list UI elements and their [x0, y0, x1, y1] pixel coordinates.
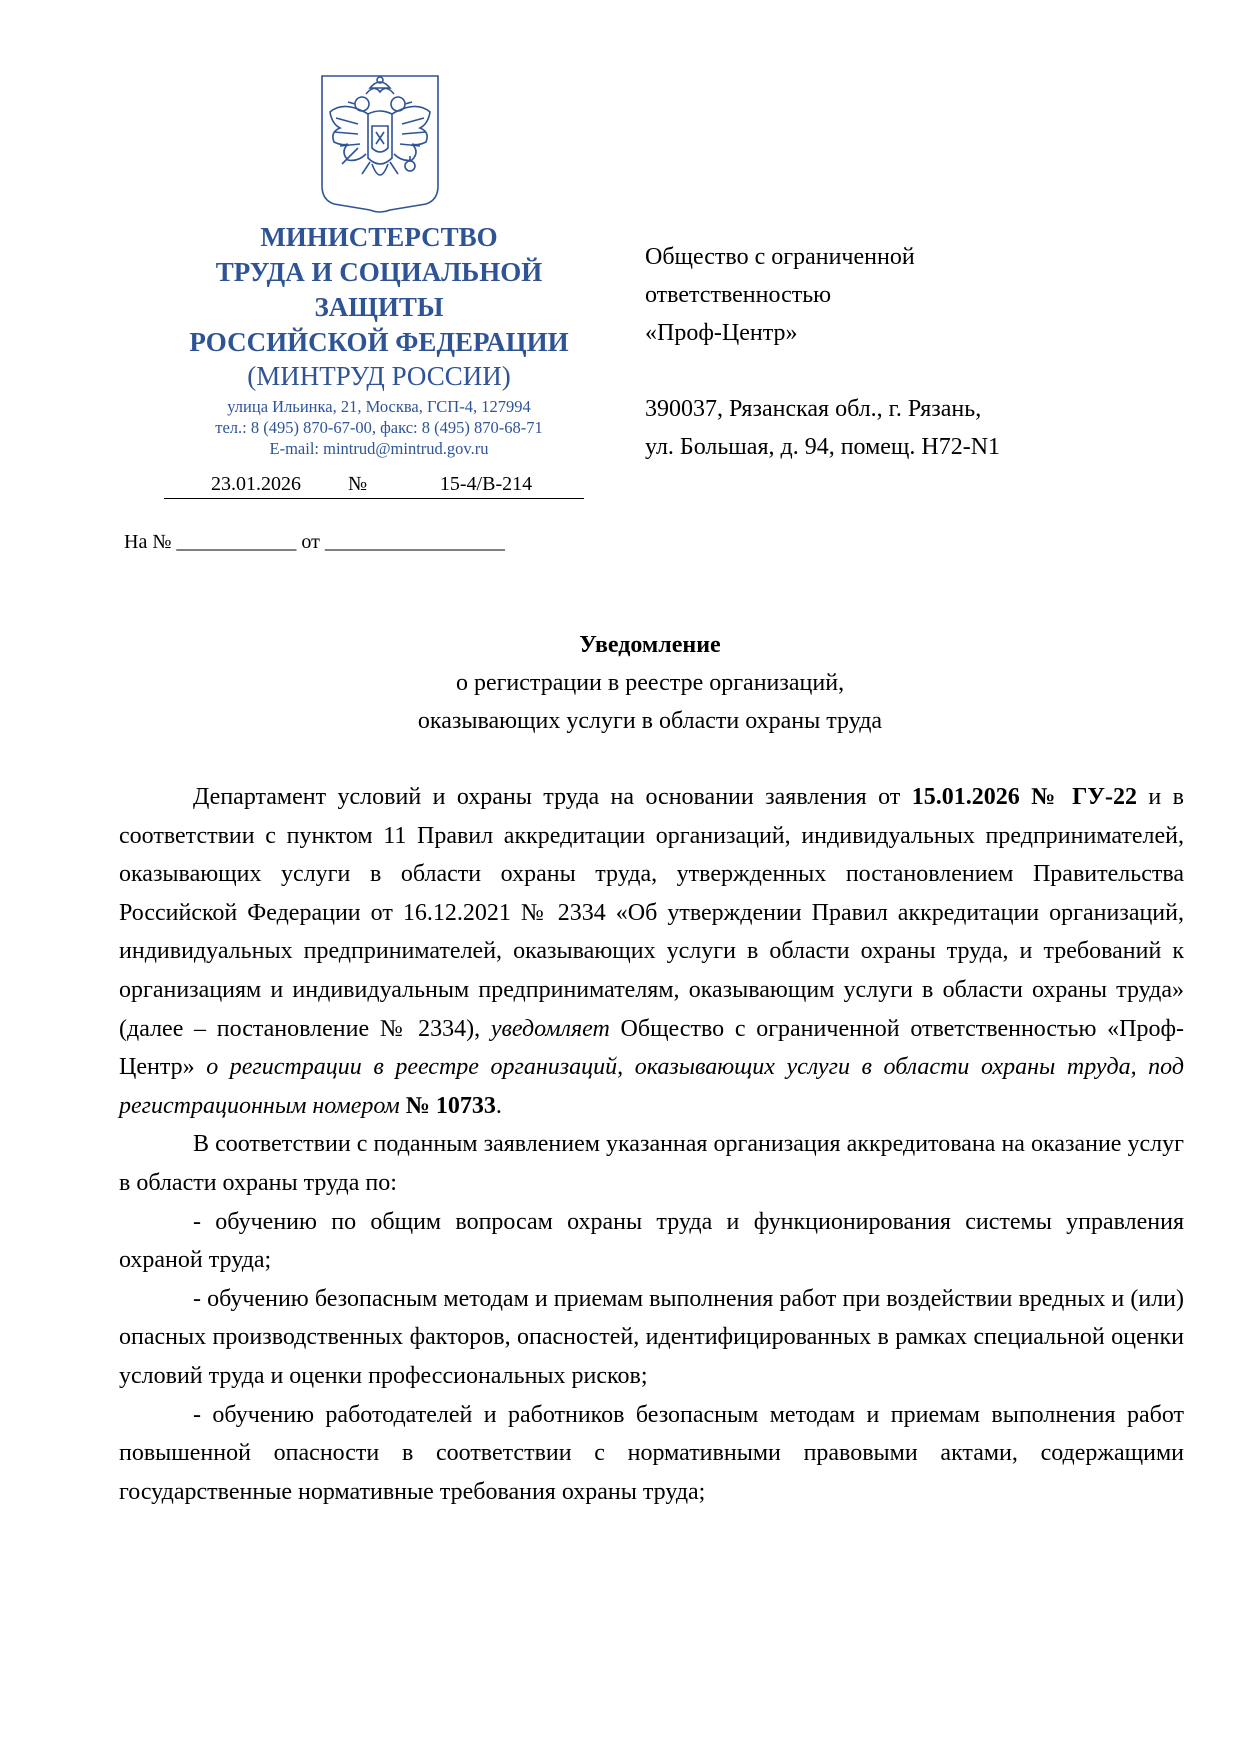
org-address: улица Ильинка, 21, Москва, ГСП-4, 127994 [227, 397, 531, 416]
document-body [119, 778, 1184, 1511]
p1-notifies: уведомляет [490, 1015, 610, 1042]
reply-number-blank: ____________ [176, 531, 297, 553]
org-name-line1: МИНИСТЕРСТВО [260, 222, 498, 252]
recipient-address1: 390037, Рязанская обл., г. Рязань, [645, 396, 982, 422]
p1-text-e: Общество с ограниченной ответственностью «Проф-Центр» [119, 1015, 1185, 1081]
registration-date: 23.01.2026 [164, 470, 348, 499]
reply-prefix: На № [124, 531, 172, 553]
paragraph-1 [119, 778, 1184, 1125]
p1-text-c: и в соответствии с пунктом 11 Правил аккредитации организаций, индивидуальных предпринимателей, оказывающих услуги в области охраны труда, утвержденных постановлением Правительства Российской Федерации от 16.12.2021 № 2334 «Об утверждении Правил аккредитации организаций, индивидуальных предпринимателей, оказывающих услуги в области охраны труда, и требований к организациям и индивидуальным предпринимателям, оказывающим услуги в области охраны труда» (далее – постановление № 2334), [119, 784, 1184, 1042]
paragraph-3: - обучению по общим вопросам охраны труда и функционирования системы управления охраной труда; [119, 1208, 1184, 1274]
org-name-line3: ЗАЩИТЫ [314, 292, 444, 322]
p1-period: . [495, 1092, 502, 1119]
number-sign: № [348, 470, 388, 499]
title-line3: оказывающих услуги в области охраны труда [417, 708, 883, 734]
coat-of-arms-icon [318, 74, 442, 218]
registration-number: 15-4/В-214 [388, 470, 584, 499]
recipient-line2: ответственностью [645, 282, 832, 308]
recipient-address2: ул. Большая, д. 94, помещ. Н72-N1 [645, 434, 1001, 460]
document-title [119, 626, 1181, 740]
reply-date-blank: __________________ [324, 531, 505, 553]
reply-to-line [124, 528, 505, 556]
paragraph-4: - обучению безопасным методам и приемам выполнения работ при воздействии вредных и (или) опасных производственных факторов, опасностей, идентифицированных в рамках специальной оценки условий труда и оценки профессиональных рисков; [119, 1285, 1184, 1389]
reply-from-word: от [301, 531, 320, 553]
title-line2: о регистрации в реестре организаций, [455, 670, 845, 696]
recipient-line1: Общество с ограниченной [645, 244, 915, 270]
paragraph-5: - обучению работодателей и работников безопасным методам и приемам выполнения работ повышенной опасности в соответствии с нормативными правовыми актами, содержащими государственные нормативные требования охраны труда; [119, 1401, 1184, 1505]
application-number: 15.01.2026 № ГУ-22 [911, 784, 1137, 810]
org-email: E-mail: mintrud@mintrud.gov.ru [269, 439, 489, 458]
title-heading: Уведомление [579, 632, 721, 658]
registry-number: № 10733 [405, 1092, 496, 1119]
org-name-line2: ТРУДА И СОЦИАЛЬНОЙ [215, 257, 543, 287]
org-phones: тел.: 8 (495) 870-67-00, факс: 8 (495) 870-68-71 [215, 418, 543, 437]
paragraph-2: В соответствии с поданным заявлением указанная организация аккредитована на оказание услуг в области охраны труда по: [119, 1131, 1184, 1196]
recipient-line3: «Проф-Центр» [645, 320, 798, 346]
p1-registration-phrase: о регистрации в реестре организаций, оказывающих услуги в области охраны труда, под регистрационным номером [119, 1054, 1185, 1119]
registration-line [164, 470, 584, 499]
p1-text-a: Департамент условий и охраны труда на основании заявления от [193, 784, 912, 810]
org-short-name: (МИНТРУД РОССИИ) [247, 361, 511, 391]
recipient-block [645, 238, 1205, 466]
org-name-line4: РОССИЙСКОЙ ФЕДЕРАЦИИ [189, 327, 569, 357]
